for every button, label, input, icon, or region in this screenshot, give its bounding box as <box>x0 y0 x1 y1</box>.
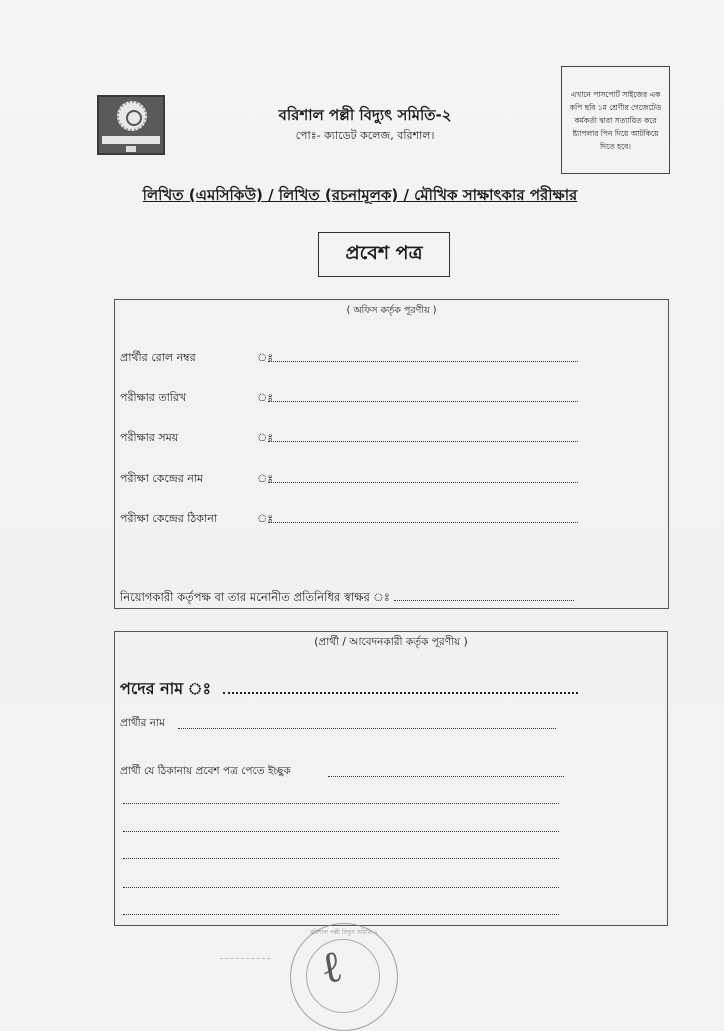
official-stamp-icon <box>290 923 398 1031</box>
photo-instructions: এখানে পাসপোর্ট সাইজের এক কপি ছবি ১ম শ্রেণীর গেজেটেড কর্মকর্তা দ্বারা সত্যায়িত করে ষ্ট্যাপলার পিন দিয়ে আটকিয়ে দিতে হবে। <box>569 89 662 151</box>
exam-time-blank[interactable] <box>268 433 578 442</box>
field-colon: ঃ <box>257 472 274 485</box>
mailing-address-label: প্রার্থী যে ঠিকানায় প্রবেশ পত্র পেতে ইচ্ছুক <box>120 765 291 777</box>
exam-types-heading: লিখিত (এমসিকিউ) / লিখিত (রচনামূলক) / মৌখিক সাক্ষাৎকার পরীক্ষার <box>142 186 578 204</box>
applicant-section <box>114 631 668 926</box>
signature-blank[interactable] <box>394 592 574 601</box>
org-address: পোঃ- ক্যাডেট কলেজ, বরিশাল। <box>295 129 435 142</box>
field-label: পরীক্ষা কেন্দ্রের ঠিকানা <box>120 512 217 525</box>
office-section <box>114 299 669 609</box>
authority-signature-row <box>120 589 574 608</box>
field-label: প্রার্থীর রোল নম্বর <box>120 351 196 364</box>
post-name-label: পদের নাম ঃ <box>120 679 212 698</box>
center-name-blank[interactable] <box>268 474 578 483</box>
mailing-address-row <box>120 764 291 781</box>
org-name: বরিশাল পল্লী বিদ্যুৎ সমিতি-২ <box>278 106 452 124</box>
address-line-blank[interactable] <box>123 906 559 915</box>
office-section-caption: ( অফিস কর্তৃক পূরণীয় ) <box>346 305 437 316</box>
field-label: পরীক্ষা কেন্দ্রের নাম <box>120 472 204 485</box>
field-colon: ঃ <box>257 391 274 404</box>
applicant-name-blank[interactable] <box>178 720 556 729</box>
mailing-address-blank[interactable] <box>328 768 564 777</box>
address-line-blank[interactable] <box>123 823 559 832</box>
signature-label: নিয়োগকারী কর্তৃপক্ষ বা তার মনোনীত প্রতিনিধির স্বাক্ষর ঃ <box>120 590 390 604</box>
smudge-mark <box>220 958 270 959</box>
exam-date-blank[interactable] <box>268 393 578 402</box>
photo-placeholder-box <box>561 66 670 174</box>
page-title: প্রবেশ পত্র <box>345 241 423 264</box>
field-label: পরীক্ষার তারিখ <box>120 391 187 404</box>
field-colon: ঃ <box>257 351 274 364</box>
page-title-box <box>318 232 450 277</box>
post-name-row <box>120 676 211 703</box>
post-name-blank[interactable] <box>223 684 578 694</box>
address-line-blank[interactable] <box>123 795 559 804</box>
applicant-name-row <box>120 716 165 733</box>
address-line-blank[interactable] <box>123 850 559 859</box>
field-colon: ঃ <box>257 431 274 444</box>
field-label: পরীক্ষার সময় <box>120 431 179 444</box>
logo-emblem-icon <box>97 95 165 155</box>
applicant-section-caption: (প্রার্থী / আবেদনকারী কর্তৃক পূরণীয় ) <box>314 636 468 648</box>
field-colon: ঃ <box>257 512 274 525</box>
center-address-blank[interactable] <box>268 514 578 523</box>
applicant-name-label: প্রার্থীর নাম <box>120 717 165 729</box>
stamp-text: বরিশাল পল্লী বিদ্যুৎ সমিতি-২ <box>309 929 379 936</box>
roll-number-blank[interactable] <box>268 353 578 362</box>
address-line-blank[interactable] <box>123 879 559 888</box>
signature-mark-icon: ℓ <box>316 940 347 995</box>
